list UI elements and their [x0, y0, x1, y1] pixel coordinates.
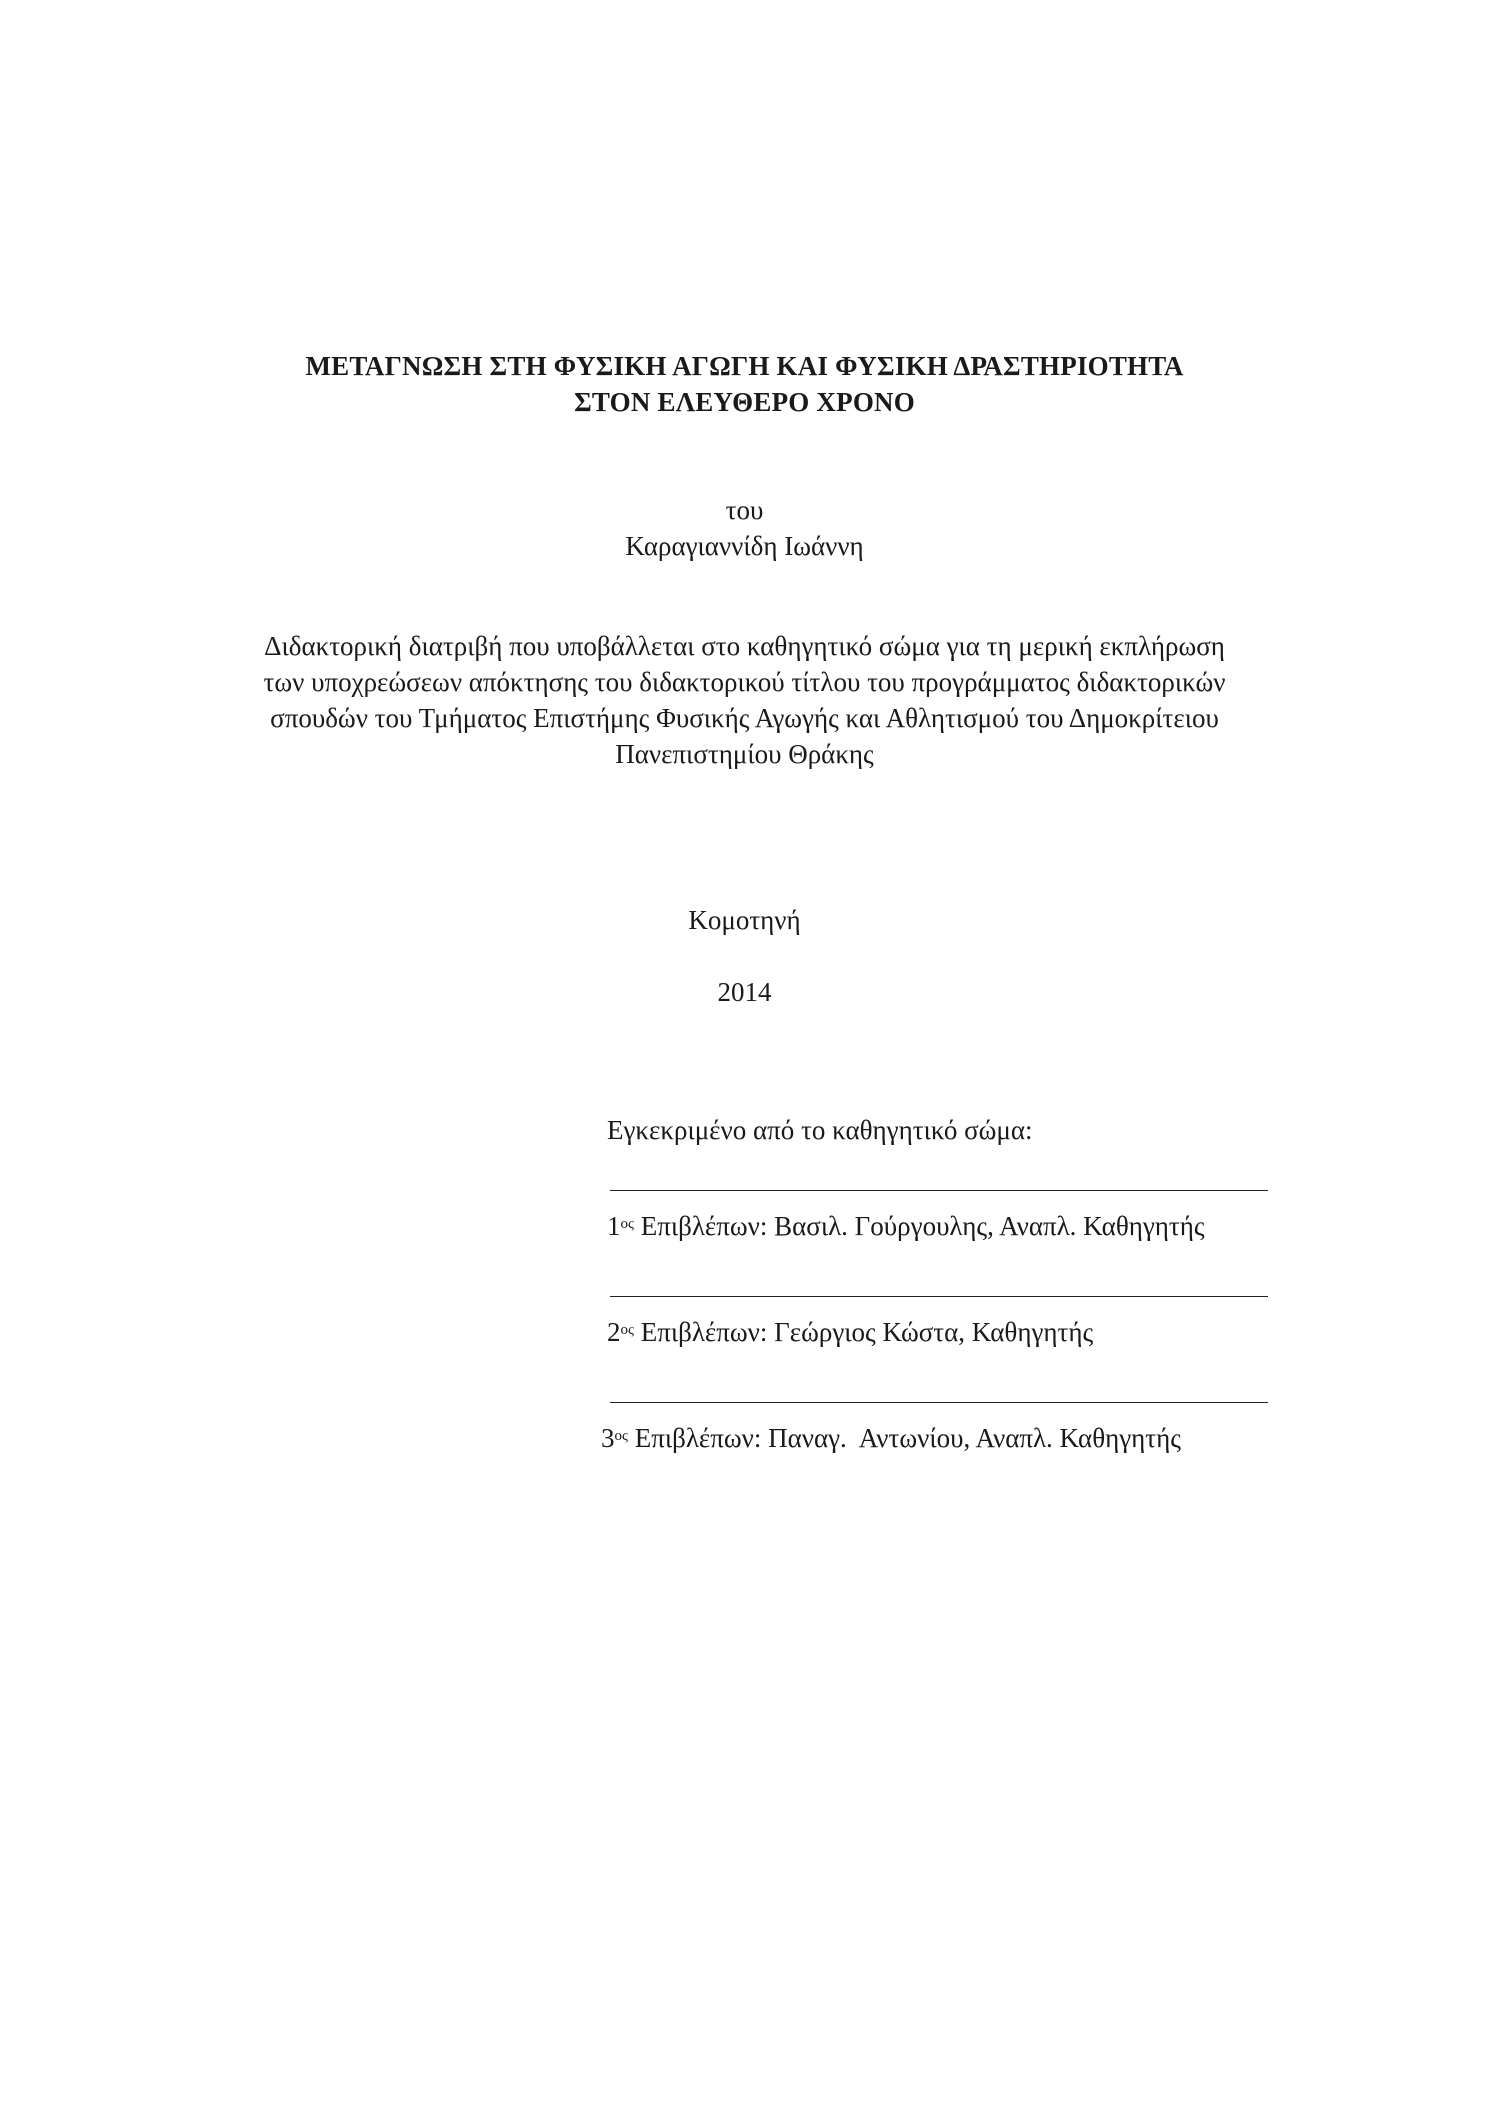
place: Κομοτηνή — [688, 905, 801, 935]
supervisor-2-ordinal: ος — [620, 1322, 634, 1338]
description-line-2: των υποχρεώσεων απόκτησης του διδακτορικού τίτλου του προγράμματος διδακτορικών — [263, 667, 1226, 697]
signature-line-3 — [610, 1402, 1268, 1403]
author-prefix: του — [725, 495, 764, 525]
thesis-title-line-1: ΜΕΤΑΓΝΩΣΗ ΣΤΗ ΦΥΣΙΚΗ ΑΓΩΓΗ ΚΑΙ ΦΥΣΙΚΗ ΔΡΑΣΤΗΡΙΟΤΗΤΑ — [305, 351, 1184, 381]
year: 2014 — [717, 977, 772, 1007]
supervisor-3 — [601, 1420, 1181, 1456]
description-line-4: Πανεπιστημίου Θράκης — [615, 739, 874, 769]
approval-label: Εγκεκριμένο από το καθηγητικό σώμα: — [607, 1115, 1033, 1145]
thesis-title — [0, 348, 1489, 420]
supervisor-3-ordinal: ος — [614, 1428, 628, 1444]
supervisor-2 — [607, 1314, 1093, 1350]
description-line-1: Διδακτορική διατριβή που υποβάλλεται στο καθηγητικό σώμα για τη μερική εκπλήρωση — [264, 631, 1225, 661]
supervisor-2-number: 2 — [607, 1317, 621, 1347]
author-block — [0, 492, 1489, 564]
supervisor-3-number: 3 — [601, 1423, 615, 1453]
supervisor-1 — [607, 1208, 1205, 1244]
supervisor-3-text: Επιβλέπων: Παναγ. Αντωνίου, Αναπλ. Καθηγητής — [634, 1423, 1181, 1453]
supervisor-1-text: Επιβλέπων: Βασιλ. Γούργουλης, Αναπλ. Καθηγητής — [640, 1211, 1205, 1241]
supervisor-1-ordinal: ος — [620, 1216, 634, 1232]
description-line-3: σπουδών του Τμήματος Επιστήμης Φυσικής Αγωγής και Αθλητισμού του Δημοκρίτειου — [270, 703, 1219, 733]
thesis-title-line-2: ΣΤΟΝ ΕΛΕΥΘΕΡΟ ΧΡΟΝΟ — [574, 387, 915, 417]
supervisor-1-number: 1 — [607, 1211, 621, 1241]
signature-line-2 — [610, 1296, 1268, 1297]
author-name: Καραγιαννίδη Ιωάννη — [625, 531, 864, 561]
thesis-description — [0, 628, 1489, 772]
signature-line-1 — [610, 1190, 1268, 1191]
supervisor-2-text: Επιβλέπων: Γεώργιος Κώστα, Καθηγητής — [640, 1317, 1094, 1347]
